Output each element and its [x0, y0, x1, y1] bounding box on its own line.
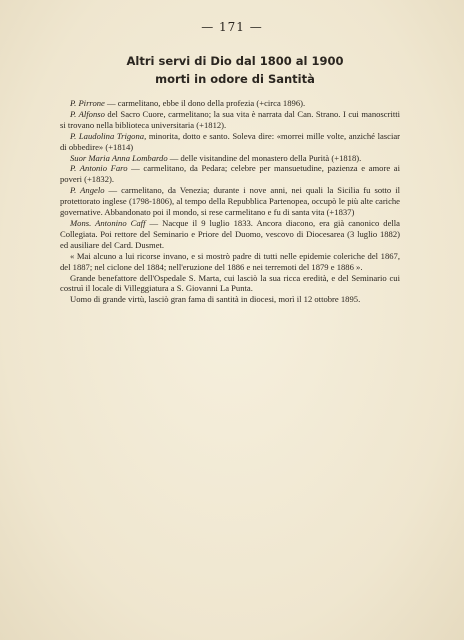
entry-paragraph	[60, 218, 400, 251]
entry-paragraph	[60, 163, 400, 185]
entry-text: — carmelitano, da Venezia; durante i nove anni, nei quali la Sicilia fu sotto il protettorato inglese (1798-1806), al tempo della Repubblica Partenopea, occupò le più alte cariche governative. Abbandonato poi il mondo, si rese carmelitano e fu di santa vita (+1837)	[60, 185, 400, 218]
entry-name: P. Laudolina Trigona,	[70, 130, 147, 141]
page-number: — 171 —	[201, 20, 263, 34]
entry-text: minorita, dotto e santo. Soleva dire: «morrei mille volte, anziché lasciar di obbedire» (+1814)	[60, 130, 401, 152]
entry-text: del Sacro Cuore, carmelitano; la sua vita è narrata dal Can. Strano. I cui manoscritti si trovano nella biblioteca universitaria (+1812).	[60, 108, 400, 130]
text-paragraph: Grande benefattore dell'Ospedale S. Marta, cui lasciò la sua ricca eredità, e del Seminario cui costruì il locale di Villeggiatura a S. Giovanni La Punta.	[60, 272, 400, 294]
entry-text: — delle visitandine del monastero della Purità (+1818).	[167, 152, 362, 163]
entry-name: Mons. Antonino Caff	[70, 217, 146, 228]
entry-name: P. Angelo	[70, 185, 105, 196]
entry-text: — carmelitano, da Pedara; celebre per mansuetudine, pazienza e amore ai poveri (+1832).	[60, 163, 401, 185]
entry-paragraph	[60, 153, 400, 164]
heading-line-2: morti in odore di Santità	[155, 72, 315, 86]
entry-name: Suor Maria Anna Lombardo	[70, 152, 168, 163]
body-text	[60, 98, 400, 305]
heading-line-1: Altri servi di Dio dal 1800 al 1900	[126, 54, 344, 68]
entry-paragraph	[60, 98, 400, 109]
entry-text: — Nacque il 9 luglio 1833. Ancora diacono, era già canonico della Collegiata. Poi rettore del Seminario e Priore del Duomo, vescovo di Diocesarea (3 luglio 1882) ed ausiliare del Card. Dusmet.	[60, 217, 400, 250]
entry-paragraph	[60, 109, 400, 131]
entry-paragraph	[60, 131, 400, 153]
text-paragraph: Uomo di grande virtù, lasciò gran fama di santità in diocesi, morì il 12 ottobre 1895.	[70, 294, 361, 305]
entry-name: P. Alfonso	[70, 108, 105, 119]
section-heading	[60, 52, 410, 88]
entry-paragraph	[60, 185, 400, 218]
entry-name: P. Antonio Faro	[70, 163, 128, 174]
entry-name: P. Pirrone	[70, 98, 105, 108]
entry-text: — carmelitano, ebbe il dono della profezia (+circa 1896).	[104, 98, 306, 108]
quote-paragraph: « Mai alcuno a lui ricorse invano, e si mostrò padre di tutti nelle epidemie coleriche del 1867, del 1887; nel ciclone del 1884; nell'eruzione del 1886 e nei terremoti del 1879 e 1886 ».	[60, 250, 400, 272]
